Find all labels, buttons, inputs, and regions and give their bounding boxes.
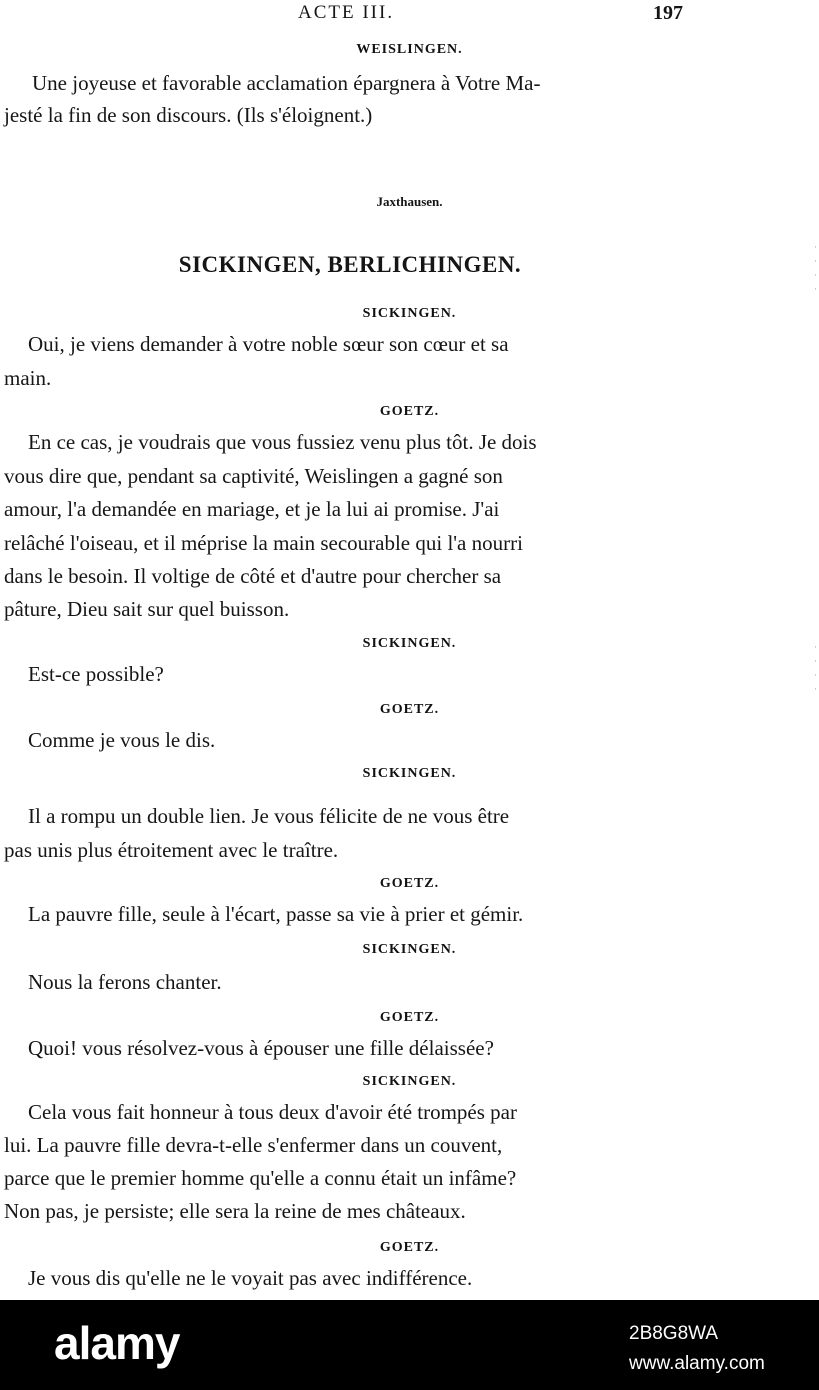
text-line: relâché l'oiseau, et il méprise la main secourable qui l'a nourri [4, 531, 523, 555]
speaker-label: WEISLINGEN. [356, 42, 463, 57]
speaker-label: SICKINGEN. [362, 306, 457, 321]
speaker-label: SICKINGEN. [362, 942, 457, 957]
stock-image-id: 2B8G8WA [629, 1323, 719, 1344]
text-line: Est-ce possible? [28, 662, 164, 686]
page-number: 197 [653, 2, 683, 24]
speaker-label: SICKINGEN. [362, 1074, 457, 1089]
text-line: La pauvre fille, seule à l'écart, passe sa vie à prier et gémir. [28, 902, 524, 926]
scan-edge-mark: · · · · [814, 642, 817, 694]
scene-place: Jaxthausen. [376, 194, 443, 209]
text-line: Oui, je viens demander à votre noble sœur son cœur et sa [28, 332, 509, 356]
text-line: lui. La pauvre fille devra-t-elle s'enfermer dans un couvent, [4, 1133, 503, 1157]
text-line: dans le besoin. Il voltige de côté et d'autre pour chercher sa [4, 564, 502, 588]
text-line: Non pas, je persiste; elle sera la reine de mes châteaux. [4, 1199, 466, 1223]
speaker-label: GOETZ. [379, 876, 440, 891]
text-line: parce que le premier homme qu'elle a connu était un infâme? [4, 1166, 517, 1190]
text-line: main. [4, 366, 52, 390]
text-line: pas unis plus étroitement avec le traître. [4, 838, 339, 862]
text-line: En ce cas, je voudrais que vous fussiez venu plus tôt. Je dois [28, 430, 537, 454]
speaker-label: SICKINGEN. [362, 766, 457, 781]
running-header: ACTE III. [298, 2, 395, 23]
speaker-label: GOETZ. [379, 1240, 440, 1255]
text-line: Cela vous fait honneur à tous deux d'avoir été trompés par [28, 1100, 517, 1124]
alamy-logo: alamy [54, 1317, 180, 1369]
text-line: Comme je vous le dis. [28, 728, 216, 752]
speaker-label: SICKINGEN. [362, 636, 457, 651]
text-line: Nous la ferons chanter. [28, 970, 222, 994]
text-line: jesté la fin de son discours. (Ils s'éloignent.) [4, 103, 373, 127]
text-line: Il a rompu un double lien. Je vous félicite de ne vous être [28, 804, 510, 828]
stock-url: www.alamy.com [629, 1353, 765, 1374]
text-line: vous dire que, pendant sa captivité, Weislingen a gagné son [4, 464, 503, 488]
text-line: Quoi! vous résolvez-vous à épouser une fille délaissée? [28, 1036, 494, 1060]
speaker-label: GOETZ. [379, 1010, 440, 1025]
speaker-label: GOETZ. [379, 702, 440, 717]
speaker-label: GOETZ. [379, 404, 440, 419]
text-line: pâture, Dieu sait sur quel buisson. [4, 597, 290, 621]
text-line: Une joyeuse et favorable acclamation épargnera à Votre Ma- [32, 71, 541, 95]
text-line: Je vous dis qu'elle ne le voyait pas avec indifférence. [28, 1266, 473, 1290]
scan-edge-mark: · · · · [814, 242, 817, 294]
text-line: amour, l'a demandée en mariage, et je la lui ai promise. J'ai [4, 497, 500, 521]
scene-title: SICKINGEN, BERLICHINGEN. [178, 252, 522, 277]
